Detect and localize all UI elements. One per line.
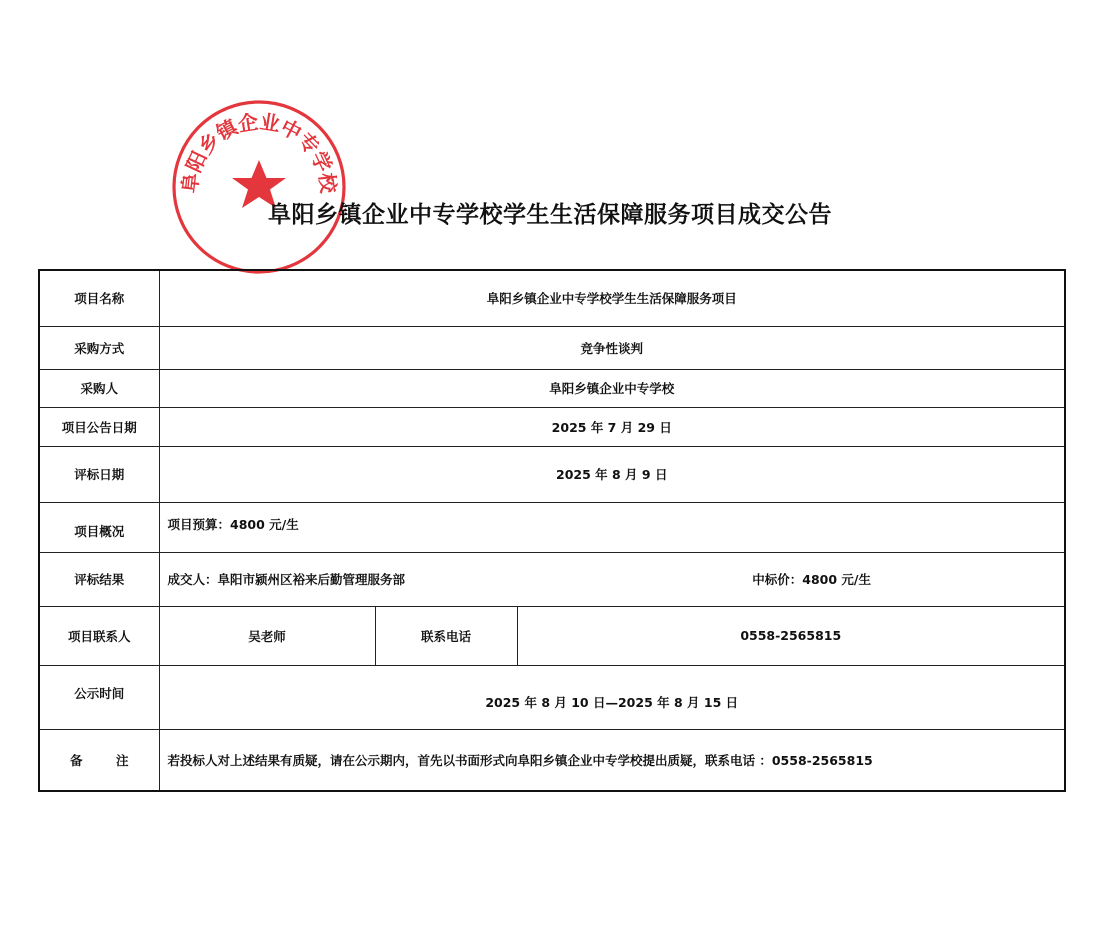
row-project-name	[39, 270, 1065, 326]
label-publicity-period: 公示时间	[39, 665, 159, 729]
row-publicity-period	[39, 665, 1065, 729]
label-announcement-date: 项目公告日期	[39, 407, 159, 446]
document-title: 阜阳乡镇企业中专学校学生生活保障服务项目成交公告	[268, 201, 832, 228]
label-overview: 项目概况	[39, 502, 159, 552]
winner-text: 成交人：阜阳市颍州区裕来后勤管理服务部	[167, 572, 406, 587]
value-announcement-date: 2025 年 7 月 29 日	[159, 407, 1065, 446]
value-purchaser: 阜阳乡镇企业中专学校	[159, 369, 1065, 407]
row-evaluation-date	[39, 446, 1065, 502]
label-remarks	[39, 729, 159, 791]
row-overview	[39, 502, 1065, 552]
label-contact-phone: 联系电话	[375, 606, 517, 665]
value-procurement-method: 竞争性谈判	[159, 326, 1065, 369]
label-project-name: 项目名称	[39, 270, 159, 326]
row-procurement-method	[39, 326, 1065, 369]
result-notice-table	[38, 269, 1066, 792]
row-purchaser	[39, 369, 1065, 407]
row-result	[39, 552, 1065, 606]
row-contact	[39, 606, 1065, 665]
value-contact-phone: 0558-2565815	[517, 606, 1065, 665]
label-contact: 项目联系人	[39, 606, 159, 665]
label-purchaser: 采购人	[39, 369, 159, 407]
row-announcement-date	[39, 407, 1065, 446]
value-project-name: 阜阳乡镇企业中专学校学生生活保障服务项目	[159, 270, 1065, 326]
value-publicity-period: 2025 年 8 月 10 日—2025 年 8 月 15 日	[159, 665, 1065, 729]
winning-price: 中标价：4800 元/生	[752, 572, 871, 587]
row-remarks	[39, 729, 1065, 791]
label-evaluation-date: 评标日期	[39, 446, 159, 502]
svg-text:阜阳乡镇企业中专学校: 阜阳乡镇企业中专学校	[177, 109, 341, 195]
value-contact-person: 吴老师	[159, 606, 375, 665]
label-remarks-1: 备	[69, 752, 83, 768]
label-remarks-2: 注	[115, 752, 129, 768]
official-seal	[170, 98, 348, 276]
label-procurement-method: 采购方式	[39, 326, 159, 369]
value-evaluation-date: 2025 年 8 月 9 日	[159, 446, 1065, 502]
label-result: 评标结果	[39, 552, 159, 606]
value-overview: 项目预算：4800 元/生	[159, 502, 1065, 552]
value-remarks: 若投标人对上述结果有质疑，请在公示期内，首先以书面形式向阜阳乡镇企业中专学校提出质疑，联系电话 ：0558-2565815	[159, 729, 1065, 791]
value-result	[159, 552, 1065, 606]
